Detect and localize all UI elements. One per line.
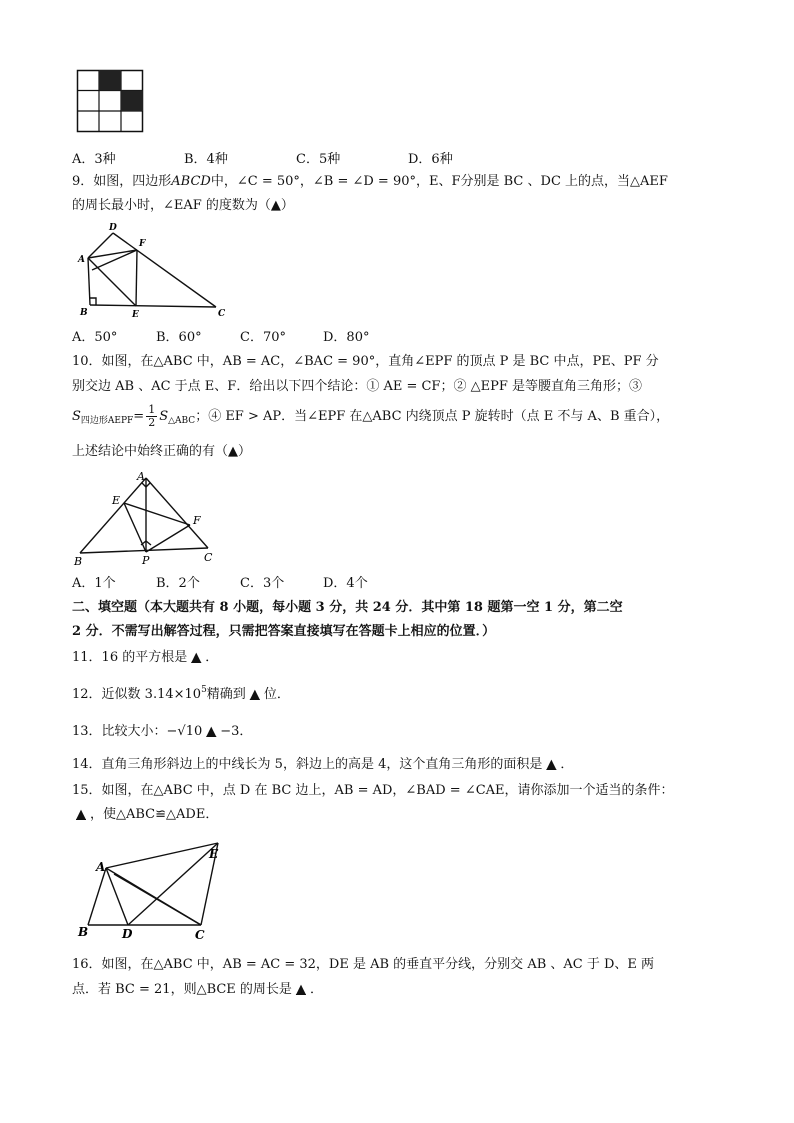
q9-option-c: C．70°: [240, 330, 286, 345]
q9-line1-rest: 中，∠C = 50°，∠B = ∠D = 90°，E、F分别是 BC 、DC 上的点，当△AEF: [210, 174, 668, 189]
q10-frac-num: 1: [148, 403, 156, 416]
q10-s-sub2: △ABC: [168, 416, 196, 426]
q9-label-d: D: [109, 223, 117, 233]
q9-label-c: C: [218, 309, 226, 319]
q15-label-e: E: [209, 847, 219, 861]
q9-option-a: A．50°: [72, 330, 118, 345]
q15-label-b: B: [78, 925, 89, 939]
q10-line3: $S_{四边形AEPF}=$ $\frac{1}{2}$ $S_{\triangle ABC}$；④ EF > AP．当∠EPF 在△ABC 内绕顶点 P 旋转时（点 E 不与 A、B 重合），: [72, 403, 670, 429]
q9-option-d: D．80°: [323, 330, 370, 345]
q11-answer-blank[interactable]: ▲: [191, 650, 202, 665]
q8-grid-figure: [77, 70, 143, 132]
q10-line3-rest: ；④ EF > AP．当∠EPF 在△ABC 内绕顶点 P 旋转时（点 E 不与 A、B 重合），: [195, 409, 670, 424]
q10-label-c: C: [204, 551, 213, 564]
q10-label-a: A: [137, 470, 145, 483]
q14-suffix: ．: [560, 757, 574, 772]
q10-line2: 别交边 AB 、AC 于点 E、F．给出以下四个结论：① AE = CF；② △EPF 是等腰直角三角形；③: [72, 379, 642, 394]
q12-mid: 精确到: [206, 687, 246, 702]
q9-option-b: B．60°: [156, 330, 202, 345]
q10-option-b: B．2个: [156, 576, 200, 591]
q14-answer-blank[interactable]: ▲: [546, 757, 557, 772]
q15-label-a: A: [96, 860, 106, 874]
q10-label-p: P: [142, 554, 150, 567]
q16-answer-blank[interactable]: ▲: [295, 982, 306, 997]
q15-line1: 15．如图，在△ABC 中，点 D 在 BC 边上，AB = AD，∠BAD = ∠CAE，请你添加一个适当的条件：: [72, 783, 674, 798]
q15-label-d: D: [122, 927, 133, 941]
q12-exponent: 5: [201, 685, 207, 695]
q8-option-b: B．4种: [184, 152, 228, 167]
q10-label-e: E: [112, 494, 121, 507]
q15-line2-rest: ，使△ABC≌△ADE．: [90, 807, 219, 822]
q13: [72, 722, 252, 742]
q12-text: 12．近似数 3.14×10: [72, 687, 202, 702]
q13-suffix: −3．: [220, 724, 253, 739]
q9-label-b: B: [80, 308, 88, 318]
q15-answer-blank[interactable]: ▲: [76, 807, 86, 822]
q16-line1: 16．如图，在△ABC 中，AB = AC = 32，DE 是 AB 的垂直平分线，分别交 AB 、AC 于 D、E 两: [72, 957, 655, 972]
q15-label-c: C: [195, 928, 205, 942]
q10-line1: 10．如图，在△ABC 中，AB = AC，∠BAC = 90°，直角∠EPF 的顶点 P 是 BC 中点，PE、PF 分: [72, 354, 659, 369]
q10-figure: [74, 470, 224, 570]
q12: [72, 680, 290, 705]
q10-label-b: B: [74, 555, 83, 568]
q16-suffix: ．: [309, 982, 323, 997]
q12-answer-blank[interactable]: ▲: [249, 687, 260, 702]
q11-text: 11．16 的平方根是: [72, 650, 188, 665]
q15-figure: [76, 838, 236, 942]
q9-figure: [76, 222, 226, 318]
q9-prefix: 9．如图，四边形: [72, 174, 172, 189]
q10-label-f: F: [193, 514, 201, 527]
q13-text: 13．比较大小：−√10: [72, 724, 203, 739]
q9-label-a: A: [78, 255, 85, 265]
q14-text: 14．直角三角形斜边上的中线长为 5，斜边上的高是 4，这个直角三角形的面积是: [72, 757, 543, 772]
q11: [72, 648, 218, 668]
q10-line4: 上述结论中始终正确的有（▲）: [72, 444, 251, 459]
q10-s-sub: 四边形AEPF: [80, 416, 134, 426]
section2-heading-line1: 二、填空题（本大题共有 8 小题，每小题 3 分，共 24 分．其中第 18 题第一空 1 分，第二空: [72, 600, 623, 615]
q13-answer-blank[interactable]: ▲: [206, 724, 217, 739]
q11-suffix: ．: [205, 650, 219, 665]
q10-option-a: A．1个: [72, 576, 116, 591]
q8-option-d: D．6种: [408, 152, 453, 167]
q10-frac-den: 2: [148, 416, 156, 429]
q9-label-f: F: [139, 239, 146, 249]
q9-label-e: E: [132, 310, 139, 320]
q12-suffix: 位．: [263, 687, 290, 702]
q16-line2: [72, 980, 323, 1000]
q9-line1: [72, 172, 668, 192]
q8-option-c: C．5种: [296, 152, 341, 167]
q16-line2-text: 点．若 BC = 21，则△BCE 的周长是: [72, 982, 292, 997]
q9-line2: 的周长最小时，∠EAF 的度数为（▲）: [72, 198, 294, 213]
q10-fraction: [146, 404, 157, 429]
q14: [72, 755, 573, 775]
q10-option-c: C．3个: [240, 576, 285, 591]
q15-line2: [72, 805, 218, 825]
section2-heading-line2: 2 分．不需写出解答过程，只需把答案直接填写在答题卡上相应的位置．）: [72, 624, 496, 639]
q9-abcd: ABCD: [171, 174, 211, 189]
q8-option-a: A．3种: [72, 152, 116, 167]
q10-option-d: D．4个: [323, 576, 368, 591]
